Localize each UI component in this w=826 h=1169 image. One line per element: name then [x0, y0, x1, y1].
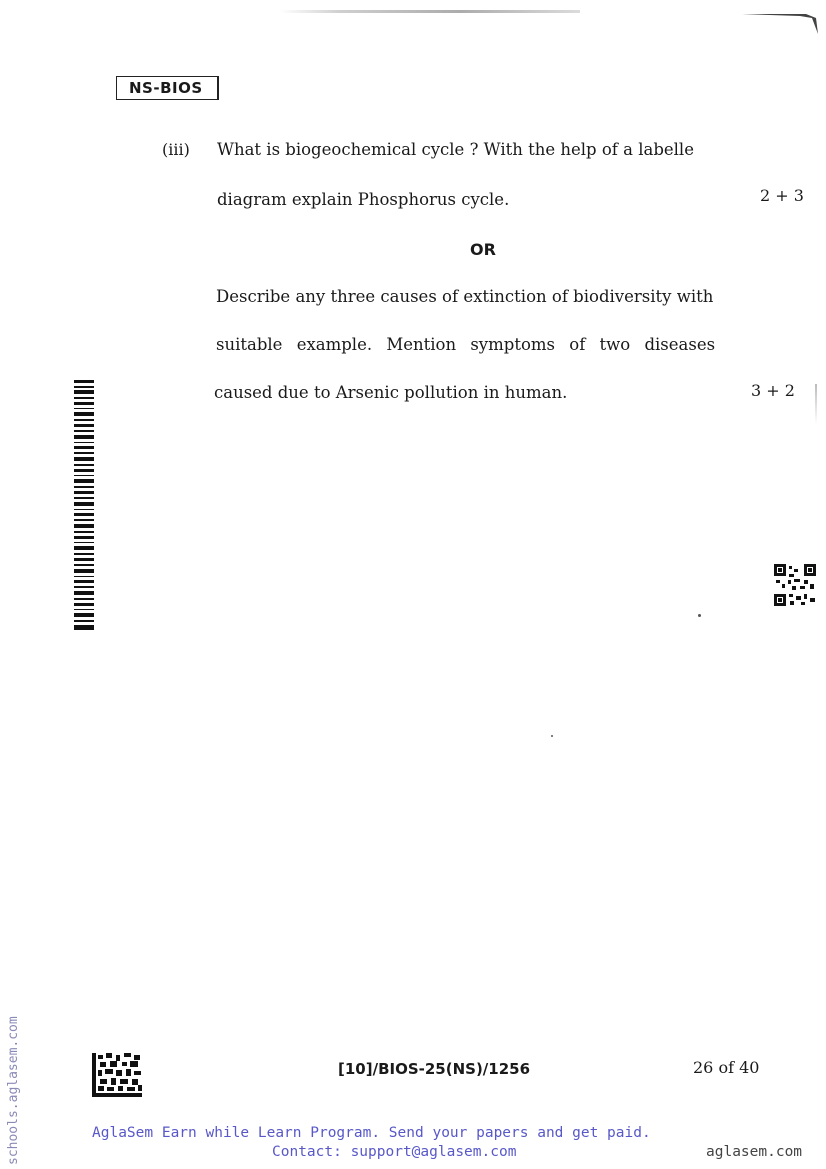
barcode-icon	[74, 380, 94, 630]
question-number: (iii)	[162, 140, 190, 159]
scan-artifact-corner	[740, 8, 820, 36]
side-watermark	[0, 965, 28, 1165]
site-footer-link[interactable]: aglasem.com	[706, 1144, 803, 1160]
qr-code-icon	[774, 564, 816, 606]
marks-first-part: 2 + 3	[760, 186, 804, 205]
scan-edge-mark	[815, 384, 817, 424]
question-line-3: Describe any three causes of extinction of biodiversity with	[216, 287, 714, 306]
question-line-1: What is biogeochemical cycle ? With the help of a labelle	[217, 140, 694, 159]
question-line-4: suitable example. Mention symptoms of two diseases	[216, 335, 716, 354]
promo-footer-line: AglaSem Earn while Learn Program. Send your papers and get paid.	[92, 1125, 651, 1141]
question-line-5: caused due to Arsenic pollution in human.	[214, 383, 568, 402]
scan-speck	[551, 735, 553, 737]
question-line-2: diagram explain Phosphorus cycle.	[217, 190, 510, 209]
paper-code-box: NS-BIOS	[116, 76, 219, 100]
scan-speck	[698, 614, 701, 617]
paper-code-footer: [10]/BIOS-25(NS)/1256	[338, 1060, 531, 1078]
scan-artifact-top	[280, 10, 580, 13]
data-matrix-code-icon	[92, 1053, 142, 1097]
or-separator: OR	[470, 240, 496, 259]
marks-second-part: 3 + 2	[751, 381, 795, 400]
side-watermark-text: schools.aglasem.com	[6, 1016, 21, 1165]
contact-footer-line: Contact: support@aglasem.com	[272, 1144, 517, 1160]
page-number: 26 of 40	[693, 1058, 760, 1077]
